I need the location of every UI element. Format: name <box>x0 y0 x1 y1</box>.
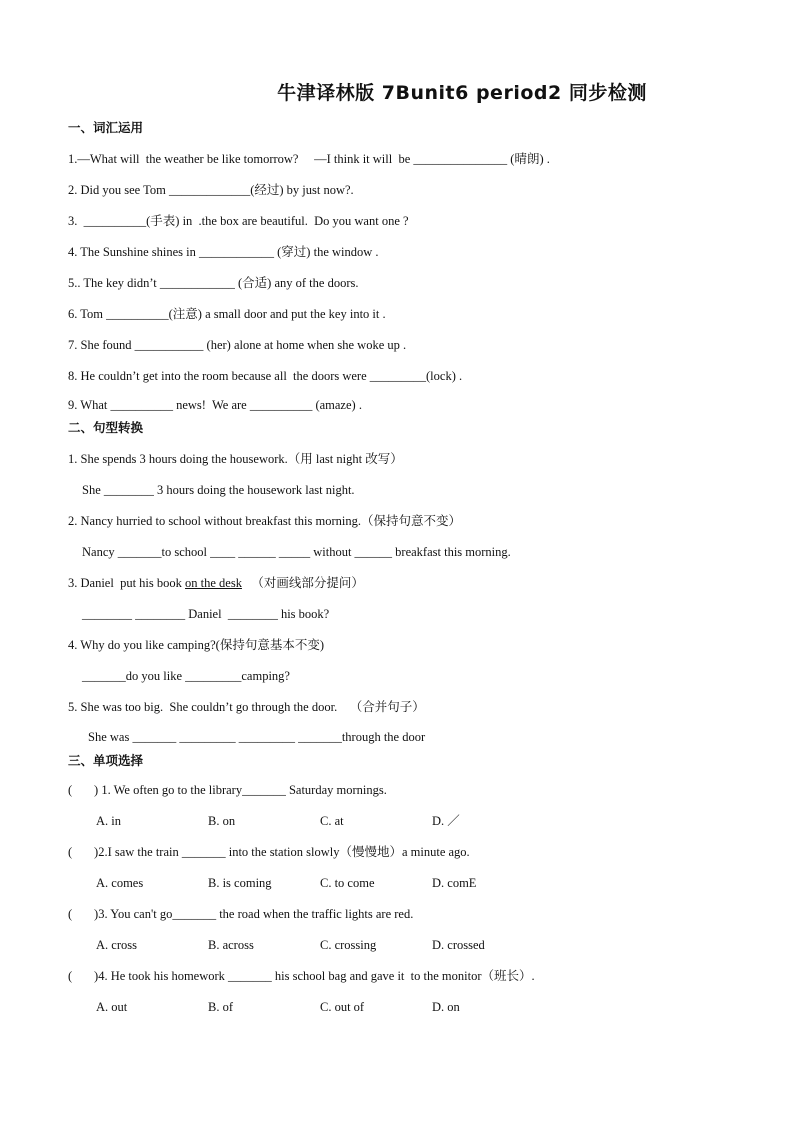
question-line: 8. He couldn’t get into the room because all the doors were _________(lock) . <box>68 369 463 383</box>
question-text: 3. Daniel put his book <box>68 576 186 590</box>
question-line: ( ) 1. We often go to the library_______ Saturday mornings. <box>68 783 387 797</box>
answer-line: She was _______ _________ _________ _______through the door <box>88 730 426 744</box>
question-line <box>68 568 748 599</box>
question-instruction: （对画线部分提问） <box>241 576 364 590</box>
option: A. out <box>96 1000 128 1014</box>
option: B. is coming <box>208 876 272 890</box>
answer-line: She ________ 3 hours doing the housework last night. <box>82 483 355 497</box>
section-heading-sentence-transform: 二、句型转换 <box>68 420 144 435</box>
option: A. comes <box>96 876 144 890</box>
answer-line: ________ ________ Daniel ________ his book? <box>82 607 330 621</box>
question-line: 7. She found ___________ (her) alone at home when she woke up . <box>68 338 407 352</box>
question-line: 5. She was too big. She couldn’t go through the door. （合并句子） <box>68 700 425 714</box>
option: B. across <box>208 938 254 952</box>
underlined-phrase: on the desk <box>185 576 242 590</box>
question-line: 6. Tom __________(注意) a small door and put the key into it . <box>68 307 386 321</box>
option: A. in <box>96 814 121 828</box>
option: D. ／ <box>432 814 460 828</box>
option: C. to come <box>320 876 375 890</box>
question-line: 5.. The key didn’t ____________ (合适) any of the doors. <box>68 276 359 290</box>
option: D. crossed <box>432 938 485 952</box>
option: B. on <box>208 814 236 828</box>
option: B. of <box>208 1000 233 1014</box>
option: C. at <box>320 814 344 828</box>
option: D. comE <box>432 876 477 890</box>
option: C. crossing <box>320 938 377 952</box>
worksheet-content <box>68 118 748 1023</box>
option: C. out of <box>320 1000 365 1014</box>
question-line: 4. Why do you like camping?(保持句意基本不变) <box>68 638 324 652</box>
question-line: 9. What __________ news! We are __________ (amaze) . <box>68 398 362 412</box>
page-title: 牛津译林版 7Bunit6 period2 同步检测 <box>277 82 647 104</box>
options-row <box>68 992 748 1023</box>
question-line: 2. Did you see Tom _____________(经过) by just now?. <box>68 183 354 197</box>
question-line: 3. __________(手表) in .the box are beautiful. Do you want one ? <box>68 214 409 228</box>
question-line: ( )2.I saw the train _______ into the station slowly（慢慢地）a minute ago. <box>68 845 470 859</box>
section-heading-multiple-choice: 三、单项选择 <box>68 753 144 768</box>
options-row <box>68 868 748 899</box>
section-heading-vocabulary: 一、词汇运用 <box>68 120 144 135</box>
option: D. on <box>432 1000 460 1014</box>
options-row <box>68 806 748 837</box>
answer-line: Nancy _______to school ____ ______ _____ without ______ breakfast this morning. <box>82 545 511 559</box>
question-line: ( )3. You can't go_______ the road when the traffic lights are red. <box>68 907 414 921</box>
options-row <box>68 930 748 961</box>
answer-line: _______do you like _________camping? <box>82 669 290 683</box>
question-line: 1.—What will the weather be like tomorrow? —I think it will be _______________ (晴朗) . <box>68 152 550 166</box>
option: A. cross <box>96 938 137 952</box>
question-line: 1. She spends 3 hours doing the housework.（用 last night 改写） <box>68 452 403 466</box>
question-line: ( )4. He took his homework _______ his school bag and gave it to the monitor（班长）. <box>68 969 535 983</box>
question-line: 2. Nancy hurried to school without breakfast this morning.（保持句意不变） <box>68 514 461 528</box>
question-line: 4. The Sunshine shines in ____________ (穿过) the window . <box>68 245 379 259</box>
